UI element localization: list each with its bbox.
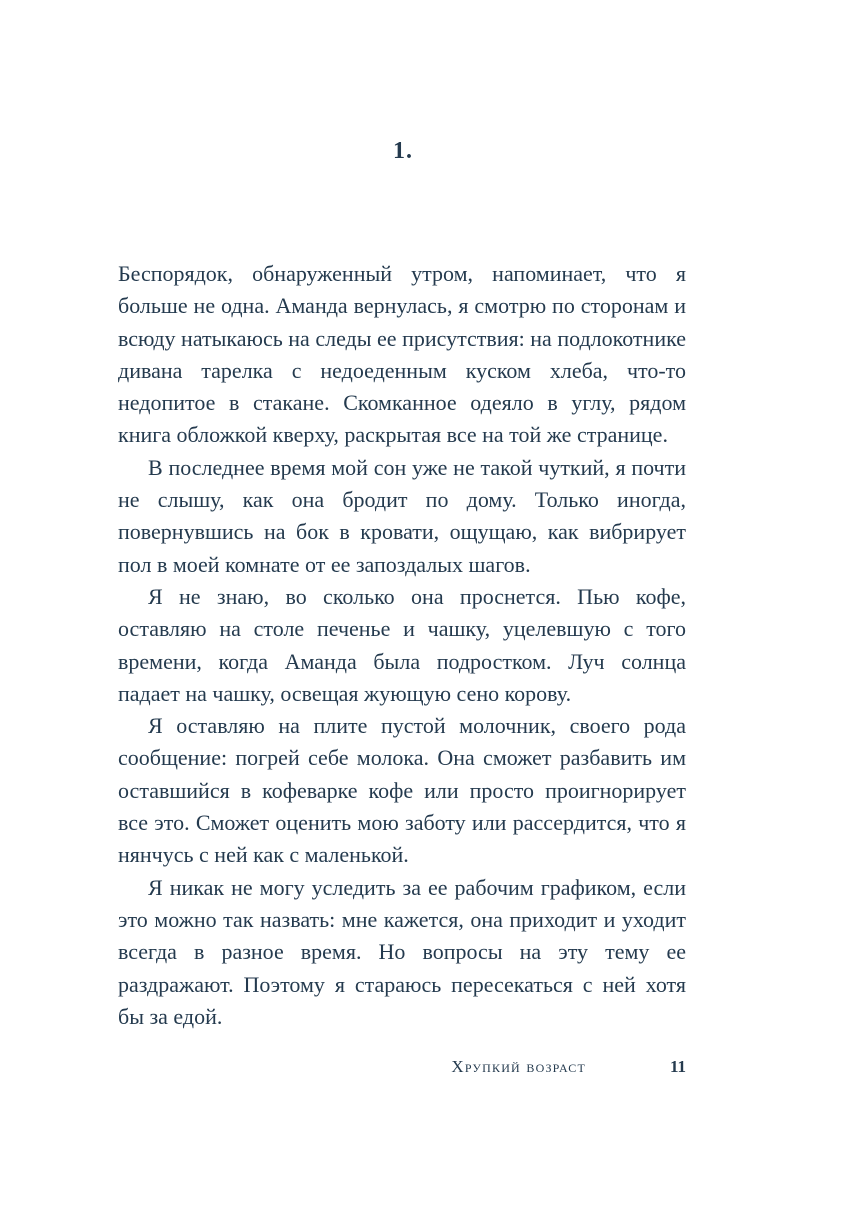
page-number: 11 (669, 1057, 686, 1076)
page-footer (0, 1057, 686, 1081)
paragraph: Я никак не могу уследить за ее рабочим графиком, если это можно так назвать: мне кажется, она приходит и уходит всегда в разное время. Но вопросы на эту тему ее раздражают. Поэтому я стараюсь пересекаться с ней хотя бы за едой. (118, 874, 686, 1029)
paragraph: Я оставляю на плите пустой молочник, своего рода сообщение: погрей себе молока. Она сможет разбавить им оставшийся в кофеварке кофе или просто проигнорирует все это. Сможет оценить мою заботу или рассердится, что я нянчусь с ней как с маленькой. (118, 713, 686, 868)
chapter-number: 1. (393, 138, 413, 164)
paragraph: Я не знаю, во сколько она проснется. Пью кофе, оставляю на столе печенье и чашку, уцелевшую с того времени, когда Аманда была подростком. Луч солнца падает на чашку, освещая жующую сено корову. (118, 583, 686, 706)
running-title: Хрупкий возраст (451, 1057, 586, 1076)
chapter-body (118, 258, 686, 1033)
paragraph: Беспорядок, обнаруженный утром, напоминает, что я больше не одна. Аманда вернулась, я смотрю по сторонам и всюду натыкаюсь на следы ее присутствия: на подлокотнике дивана тарелка с недоеденным куском хлеба, что-то недопитое в стакане. Скомканное одеяло в углу, рядом книга обложкой кверху, раскрытая все на той же странице. (118, 261, 686, 448)
paragraph: В последнее время мой сон уже не такой чуткий, я почти не слышу, как она бродит по дому. Только иногда, повернувшись на бок в кровати, ощущаю, как вибрирует пол в моей комнате от ее запоздалых шагов. (118, 454, 686, 577)
